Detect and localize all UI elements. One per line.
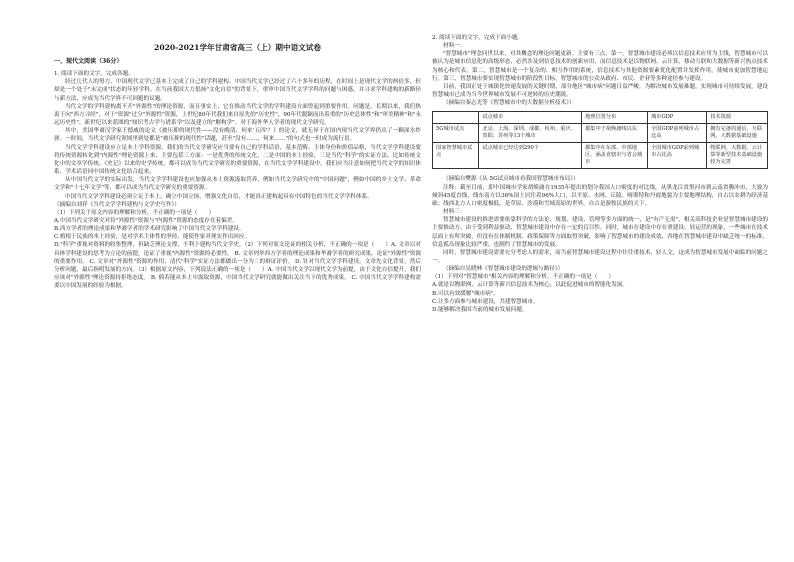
table-cell: 拥有完备的通信、互联网、大数据基础设施: [707, 124, 768, 143]
question-intro: 1. 阅读下面的文字，完成各题。: [54, 71, 134, 78]
answer-option: D."科学"重视对资料的收集整理，但缺乏理论支撑，不利于建构当代文学史。（2）下列对原文论证的相关分析，不正确的一项是（ ）A. 文章以对具体学科建设的思考为立论的前提，论证了重视"内源性"资源的必要性。 B. 文章列举西方学者的理论成果和华裔学者的研究成果，论证"外源性"资源的重要作用。 C. 文章对"外源性"资源的作用、清代"科学"实证方法都做出一分为二的辩证评价。 D. 针对当代文学学科建设，文章先文化背景，然后分析问题，最后指明发展的方向。（3）根据原文内容，下列说法正确的一项是（ ）A. 中国当代文学以现代文学为前提，由于文化自信提升，我们应该对"外源性"理论资源持拒绝态度。 B. 倘若能从本土中汲取资源，中国当代文学研究就能做出关注当下的优秀成果。 C. 中国当代文学学科建构需要以中国发展的经验为根据。: [54, 242, 421, 290]
table-cell: 试点城市已经达到290个: [479, 143, 582, 169]
table-header-cell: 地理位置分布: [582, 112, 648, 124]
passage-paragraph: 经过几代人的努力，中国现代文学已基本上完成了自己的学科建构。中国当代文学已经过了六十多年的历程，在时间上是现代文学的两倍多，但却是一个处于"未完成"状态的年轻学科。在当前我国大力倡扬"文化自信"的背景下，重审中国当代文学学科的问题与困惑，并寻求学科建构的新路径与新方法，应成为当代学界不可回避的议题。: [54, 79, 421, 102]
answer-option: A.中国当代文学研究对待"外源性"资源与"内源性"资源的态度存在着偏差。: [54, 217, 238, 224]
table-cell: 物联网、大数据、云计算等新型技术基础设施较为完善: [707, 143, 768, 169]
passage-paragraph: 智慧城市建设的推进需要依靠科学的方法论、规划、建设、管理等多方面的统一，是"有产无需"，相关高科技企业是智慧城市建设的主要推动方，由于受到利益驱动，智慧城市建设中存在一定的盲目性。同时，城市在建设中存在重建设、轻运营的现象，一些城市在技术层面上有所突破，但没有在体制机制、政策保障等方面取得突破，影响了智慧城市的建设成效，各地在智慧城市建设中缺乏统一的标准，信息孤岛现象比较严重，也制约了智慧城市的发展。: [432, 217, 768, 248]
passage-paragraph: 同时，智慧城市建设需要充分考虑人的需求，而当前智慧城市建设过程中往往重技术、轻人文，这成为智慧城市发展中面临的问题之一。: [432, 249, 768, 264]
section-heading: 一、现代文阅读（36分）: [54, 58, 123, 65]
answer-option: C.植根于民族的本土经验，是对学术主体性的坚持，能使作家对现实作出回应。: [54, 234, 251, 241]
table-row: [433, 143, 768, 169]
passage-source: （摘编自吴晓林《智慧城市建设的逻辑与路径》）: [443, 266, 564, 273]
answer-option: A.就是以物联网、云计算等新兴信息技术为核心，以此促进城市的智能化发展。: [432, 282, 629, 289]
passage-paragraph: "智慧城市"理念问世以来，对其概念的理论问题更新。主要有三点，第一，智慧城市建设必须以信息技术应用为主线，智慧城市可以被认为是城市信息化的高级形态，必然涉及到信息技术的创新应用，而信息技术是以物联网、云计算、移动互联和大数据等新兴热点技术为核心和代表。第二，智慧城市是一个复杂的、相互作用的系统，信息技术与其他资源要素优化配置并发挥作用，使城市更加智慧地运行。第三，智慧城市要实现智慧城市的阶段性目标，智慧城市的公众从政府、市民、企业等多种途径参与建设。: [432, 51, 768, 82]
data-table: [432, 111, 768, 169]
table-header-cell: [433, 112, 479, 124]
passage-paragraph: 当代文学学科建设应立足本土学科资源，我们的当代文学研究应当要有自己的学科话语，基本范畴、主体身份和价值品格，当代文学学科建设要将传统资源转化到"内源性"理论资源上来，主要包括三方面：一是优秀的传统文化，二是中国的本土经验，三是当代"科学"的实证方法。比如传统文化中的文章学传统、《史记》以来的史学传统，都可以成为当代文学研究的重要资源，在当代文学学科建设中，我们应当注意如何把当代文学的知识体系、学术话语同中国传统文化结合起来。: [54, 144, 421, 176]
table-cell: 全国GDP前列城市占比高: [648, 124, 707, 143]
passage-source: （摘编自樊源《从 5G试点城市看我国智慧城市布局》）: [443, 176, 579, 183]
table-cell: 5G城市试点: [433, 124, 479, 143]
table-cell: 北京、上海、深圳、成都、杭州、重庆、贵阳、苏州等13个城市: [479, 124, 582, 143]
passage-paragraph: 当代文学的学科建构离不开"外源性"的理论资源，而且事实上，它在推动当代文学的学科建设方面曾起到重要作用。问题是，长期以来，我们热衷于向"西方寻经"，对于"资源"过分"外源性"资源，上世纪80年代我们来自原先的"历史性"，90年代脱颖而出着重的"历史总体性"和"审美精神"和"永远历史性"，新世纪以来蓝图的"知识考古学与谱系学"以及建立的"解构学"。对于海外华人学者的现代文学研究。: [54, 103, 421, 127]
table-row: [433, 124, 768, 143]
passage-source: （摘编自刘祥《当代文学学科建构与文学史写作》）: [54, 201, 180, 208]
passage-paragraph: 中国当代文学学科建设必须立足于本土，确立中国立场，增强文化自信，才能真正建构起具有中国特色的当代文学学科体系。: [65, 193, 373, 200]
table-cell: 国家智慧城市试点: [433, 143, 479, 169]
passage-paragraph: 目前，我国正处于城镇化快速发展的关键时期，部分地区"城市病"问题日益严峻。为解决城市发展难题，实现城市可持续发展，建设智慧城市已成为当今世界城市发展不可逆转的历史潮流。: [432, 83, 768, 99]
passage-paragraph: 注释：截至目前，即中国城市学家胡焕庸在1935年提出的划分我国人口密度的对比线，从黑龙江省黑河市到云南省腾冲市，大致为倾斜45度直线，线东南方以36%国土居住着96%人口，以平原、水网、丘陵、喀斯特和丹霞地貌为主要地理结构，自古以农耕为经济基础；线西北方人口密度极低，是草原、沙漠和雪域高原的世界，自古是游牧民族的天下。: [432, 184, 768, 207]
answer-option: C.让多方面参与城市建设，共建智慧城市。: [432, 298, 539, 305]
question-stem: （1）下列关于原文内容的理解和分析，不正确的一项是（ ）: [54, 209, 215, 216]
table-header-row: [433, 112, 768, 124]
right-column: [432, 34, 768, 314]
passage-source: （摘编自秦志光等《智慧城市中的大数据分析技术》）: [443, 100, 575, 107]
table-cell: 都集中在东部、中部地区，涵盖直辖市与省会城市: [582, 143, 648, 169]
table-header-cell: 技术资源: [707, 112, 768, 124]
material-label: 材料三：: [443, 209, 466, 216]
answer-option: D.能够解决我国当前的城市发展问题。: [432, 306, 528, 313]
table-cell: 都集中于胡焕庸线以东: [582, 124, 648, 143]
page-title: 2020-2021学年甘肃省高三（上）期中语文试卷: [154, 43, 321, 52]
table-cell: 全国城市GDP前列城市占比高: [648, 143, 707, 169]
left-column: [54, 58, 421, 290]
question-intro: 2. 阅读下面的文字，完成下面小题。: [432, 35, 524, 41]
table-header-cell: 试点城市: [479, 112, 582, 124]
answer-option: B.可以有效缓解"城市病"。: [432, 290, 499, 297]
material-label: 材料一：: [443, 43, 466, 50]
question-stem: （1）下列对"智慧城市"相关内容的理解和分析，不正确的一项是（ ）: [432, 274, 615, 281]
passage-paragraph: 其中，美国华裔汉学家王德威的论文《被压抑的现代性——没有晚清，何来'五四'？》的论文，就无异于在国内现当代文学界扔出了一颗深水炸弹。一时间，当代文学研究领域里到处都是"被压抑的现代性"话题，甚至"没有……，何来……"的句式也一时成为流行语。: [54, 128, 421, 143]
answer-option: B.西方学者的理论成果和华裔学者的学术研究影响了中国当代文学学科建设。: [54, 226, 245, 233]
passage-paragraph: 从中国当代文学的实际出发，当代文学学科建设也应加强从本土资源汲取营养，例如当代文学研究中的"中国问题"，例如中国的乡土文学、革命文学和"十七年文学"等，都可以成为当代文学研究的重要资源。: [54, 177, 421, 192]
table-header-cell: 城市GDP: [648, 112, 707, 124]
